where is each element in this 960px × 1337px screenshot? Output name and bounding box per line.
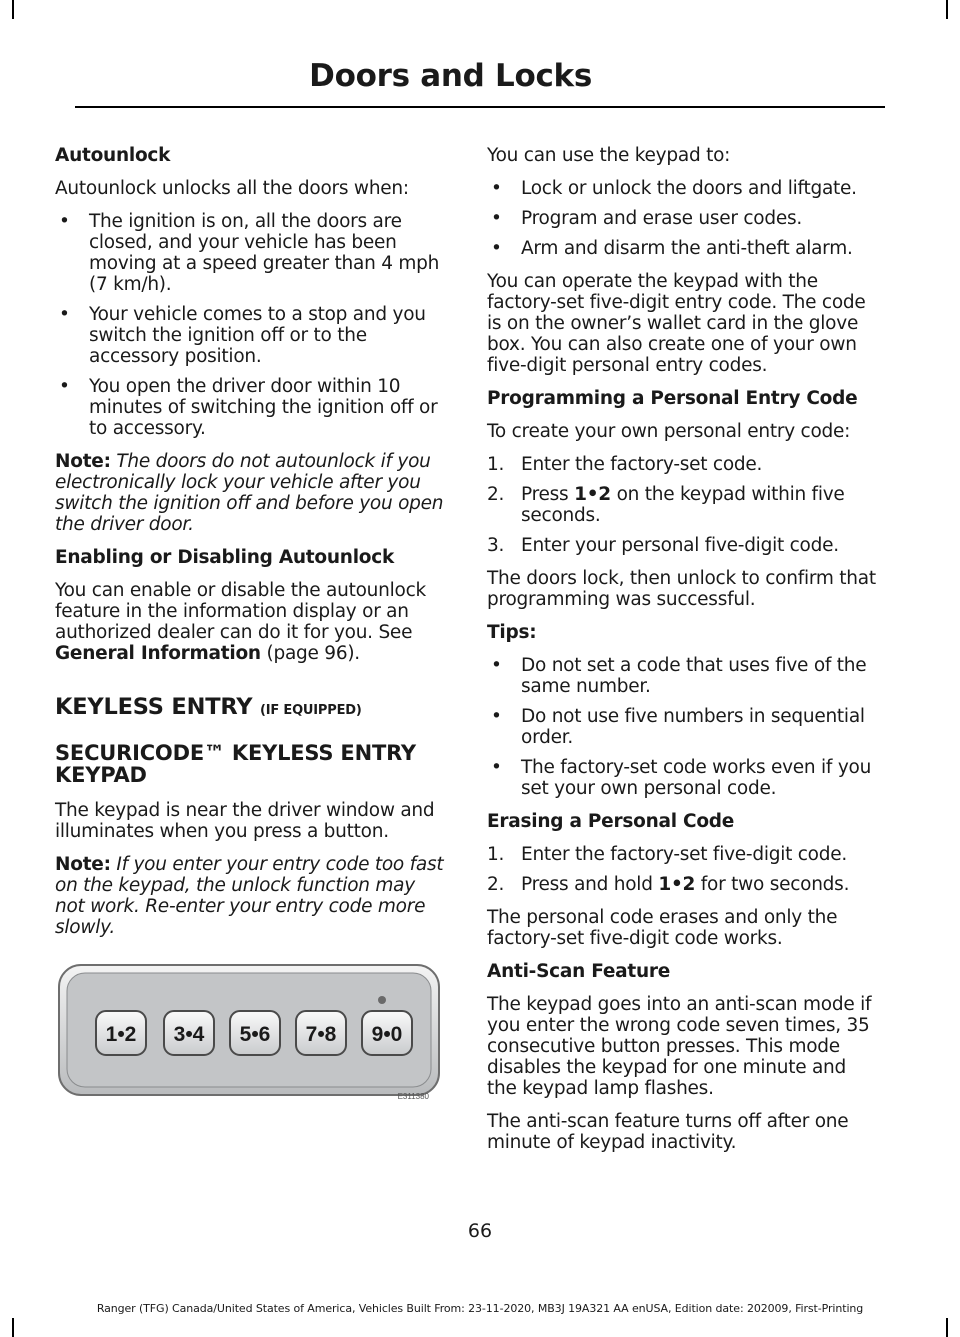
enable-paragraph: [55, 580, 447, 664]
list-item: [55, 304, 447, 367]
list-item: [55, 211, 447, 295]
list-item: [487, 484, 879, 526]
list-item: [487, 238, 879, 259]
keypad-location-text: The keypad is near the driver window and illuminates when you press a button.: [55, 800, 435, 842]
erase-result: The personal code erases and only the factory-set five-digit code works.: [487, 907, 838, 949]
step-text: Enter the factory-set code.: [521, 454, 763, 475]
step-text: for two seconds.: [700, 874, 850, 895]
securicode-heading: SECURICODE™ KEYLESS ENTRY KEYPAD: [55, 741, 416, 787]
bullet-mark: •: [491, 178, 502, 199]
list-item: [487, 535, 879, 556]
right-column: [487, 145, 879, 1165]
erase-heading: Erasing a Personal Code: [487, 811, 735, 832]
program-intro: To create your own personal entry code:: [487, 421, 851, 442]
list-item-text: Program and erase user codes.: [521, 208, 802, 229]
keyless-entry-heading: [55, 694, 447, 724]
crop-mark: [12, 1318, 14, 1337]
operate-text: You can operate the keypad with the factory-set five-digit entry code. The code is on the owner’s wallet card in the glove box. You can also create one of your own five-digit personal entry codes.: [487, 271, 866, 376]
step-text: Press and hold: [521, 874, 653, 895]
crop-mark: [12, 0, 14, 19]
note-text: If you enter your entry code too fast on the keypad, the unlock function may not work. Re-enter your entry code more slowly.: [55, 854, 444, 938]
key-label: 1•2: [658, 874, 696, 895]
keypad-button: [164, 1011, 214, 1055]
header-rule: [75, 106, 885, 108]
left-column: [55, 145, 447, 950]
keypad-button-label: 3•4: [173, 1023, 205, 1046]
general-information-link[interactable]: General Information: [55, 643, 261, 664]
keypad-lamp: [378, 996, 386, 1004]
list-item-text: Do not use five numbers in sequential order.: [521, 706, 865, 748]
crop-mark: [946, 0, 948, 19]
keypad-button-label: 7•8: [305, 1023, 337, 1046]
step-number: 2.: [487, 484, 505, 505]
note-label: Note:: [55, 451, 111, 472]
list-item: [487, 874, 879, 895]
use-list: [487, 178, 879, 259]
list-item: [55, 376, 447, 439]
step-text: Enter your personal five-digit code.: [521, 535, 839, 556]
page-title: Doors and Locks: [309, 58, 592, 94]
keyless-entry-title: KEYLESS ENTRY: [55, 694, 253, 720]
tips-list: [487, 655, 879, 799]
program-heading: Programming a Personal Entry Code: [487, 388, 858, 409]
erase-steps: [487, 844, 879, 895]
bullet-mark: •: [491, 757, 502, 778]
bullet-mark: •: [491, 655, 502, 676]
keypad-illustration: [57, 962, 447, 1102]
note-text: The doors do not autounlock if you electronically lock your vehicle after you switch the ignition off and before you open the driver door.: [55, 451, 444, 535]
list-item: [487, 655, 879, 697]
list-item: [487, 208, 879, 229]
list-item-text: Lock or unlock the doors and liftgate.: [521, 178, 857, 199]
antiscan-text: The keypad goes into an anti-scan mode if you enter the wrong code seven times, 35 consecutive button presses. This mode disables the keypad for one minute and the keypad lamp flashes.: [487, 994, 872, 1099]
footer-text: Ranger (TFG) Canada/United States of America, Vehicles Built From: 23-11-2020, MB3J 19A321 AA enUSA, Edition date: 202009, First-Printing: [96, 1302, 864, 1315]
list-item-text: Do not set a code that uses five of the same number.: [521, 655, 867, 697]
list-item-text: The factory-set code works even if you set your own personal code.: [521, 757, 872, 799]
list-item: [487, 706, 879, 748]
bullet-mark: •: [491, 238, 502, 259]
figure-id: E311380: [397, 1092, 429, 1101]
page-number: 66: [467, 1220, 493, 1242]
note-label: Note:: [55, 854, 111, 875]
list-item-text: Your vehicle comes to a stop and you switch the ignition off or to the accessory position.: [89, 304, 426, 367]
step-text: on the keypad within five seconds.: [521, 484, 845, 526]
keypad-button: [230, 1011, 280, 1055]
keypad-button: [96, 1011, 146, 1055]
autounlock-heading: Autounlock: [55, 145, 171, 166]
bullet-mark: •: [59, 376, 70, 397]
list-item: [487, 844, 879, 865]
list-item-text: The ignition is on, all the doors are closed, and your vehicle has been moving at a speed greater than 4 mph (7 km/h).: [89, 211, 440, 295]
keypad-button-label: 5•6: [239, 1023, 271, 1046]
bullet-mark: •: [59, 304, 70, 325]
keypad-button-label: 1•2: [105, 1023, 137, 1046]
if-equipped-label: (IF EQUIPPED): [260, 703, 362, 718]
step-text: Press: [521, 484, 569, 505]
step-number: 3.: [487, 535, 505, 556]
step-number: 1.: [487, 454, 505, 475]
list-item: [487, 454, 879, 475]
keypad-button: [296, 1011, 346, 1055]
tips-heading: Tips:: [487, 622, 537, 643]
key-label: 1•2: [574, 484, 611, 505]
step-number: 2.: [487, 874, 505, 895]
autounlock-list: [55, 211, 447, 439]
step-text: Enter the factory-set five-digit code.: [521, 844, 847, 865]
list-item-text: Arm and disarm the anti-theft alarm.: [521, 238, 853, 259]
antiscan-timeout-text: The anti-scan feature turns off after one minute of keypad inactivity.: [487, 1111, 849, 1153]
bullet-mark: •: [491, 208, 502, 229]
list-item: [487, 757, 879, 799]
antiscan-heading: Anti-Scan Feature: [487, 961, 671, 982]
keypad-button-label: 9•0: [371, 1023, 403, 1046]
use-intro: You can use the keypad to:: [487, 145, 731, 166]
page-reference: (page 96).: [266, 643, 360, 664]
enable-text: You can enable or disable the autounlock feature in the information display or an authorized dealer can do it for you. See: [55, 580, 426, 643]
bullet-mark: •: [491, 706, 502, 727]
list-item: [487, 178, 879, 199]
program-result: The doors lock, then unlock to confirm that programming was successful.: [487, 568, 876, 610]
enable-heading: Enabling or Disabling Autounlock: [55, 547, 395, 568]
step-number: 1.: [487, 844, 505, 865]
list-item-text: You open the driver door within 10 minutes of switching the ignition off or to accessory.: [89, 376, 438, 439]
program-steps: [487, 454, 879, 556]
crop-mark: [946, 1318, 948, 1337]
keypad-button: [362, 1011, 412, 1055]
note-autounlock: [55, 451, 447, 535]
note-keypad: [55, 854, 447, 938]
autounlock-intro: Autounlock unlocks all the doors when:: [55, 178, 409, 199]
bullet-mark: •: [59, 211, 70, 232]
